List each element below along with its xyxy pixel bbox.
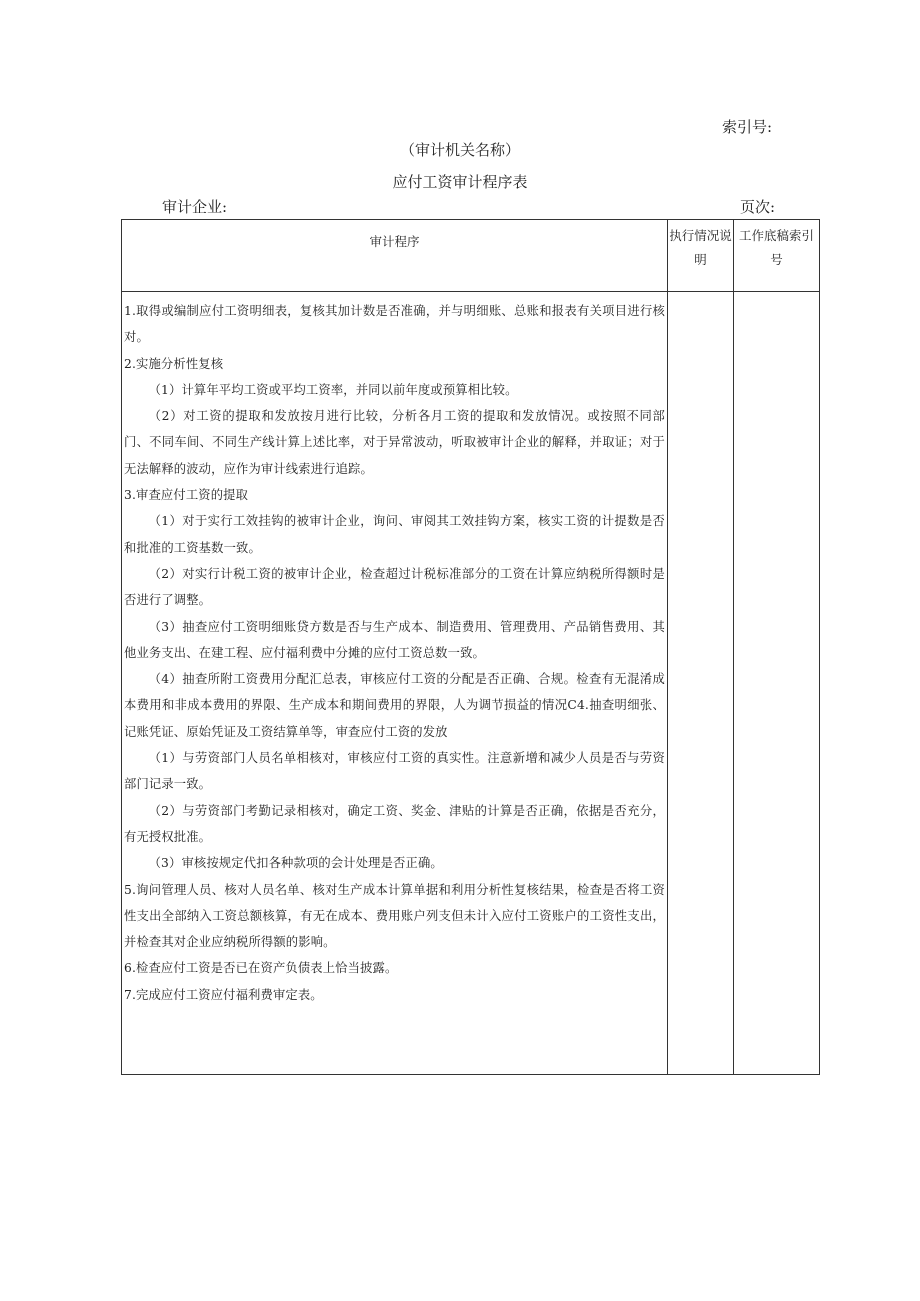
document-title: 应付工资审计程序表 xyxy=(392,173,528,191)
procedure-step: （1）对于实行工效挂钩的被审计企业，询问、审阅其工效挂钩方案，核实工资的计提数是否和批准的工资基数一致。 xyxy=(124,514,665,555)
execution-cell xyxy=(668,292,734,1075)
audit-org-name: （审计机关名称） xyxy=(399,141,520,159)
header-workpaper-index: 工作底稿索引号 xyxy=(734,220,820,292)
procedure-step: （2）对实行计税工资的被审计企业，检查超过计税标准部分的工资在计算应纳税所得额时是否进行了调整。 xyxy=(124,566,665,608)
procedure-step: 6.检查应付工资是否已在资产负债表上恰当披露。 xyxy=(124,961,398,976)
page-number-label: 页次: xyxy=(740,198,776,216)
procedure-step: 7.完成应付工资应付福利费审定表。 xyxy=(124,987,323,1002)
index-number-label: 索引号: xyxy=(722,118,773,136)
procedure-step: 3.审查应付工资的提取 xyxy=(124,488,249,503)
procedure-step: （3）审核按规定代扣各种款项的会计处理是否正确。 xyxy=(148,856,443,871)
procedure-cell xyxy=(122,292,668,1075)
audit-procedure-table xyxy=(121,219,820,1075)
procedure-step: 2.实施分析性复核 xyxy=(124,356,224,371)
procedure-step: （2）与劳资部门考勤记录相核对，确定工资、奖金、津贴的计算是否正确，依据是否充分，有无授权批准。 xyxy=(124,803,665,844)
audited-company-label: 审计企业: xyxy=(162,198,228,216)
procedure-step: （4）抽查所附工资费用分配汇总表，审核应付工资的分配是否正确、合规。检查有无混淆成本费用和非成本费用的界限、生产成本和期间费用的界限，人为调节损益的情况C4.抽查明细张、记账凭证、原始凭证及工资结算单等，审查应付工资的发放 xyxy=(124,672,665,739)
procedure-step: （1）计算年平均工资或平均工资率，并同以前年度或预算相比较。 xyxy=(148,382,518,397)
procedure-step: 5.询问管理人员、核对人员名单、核对生产成本计算单据和利用分析性复核结果，检查是否将工资性支出全部纳入工资总额核算，有无在成本、费用账户列支但未计入应付工资账户的工资性支出，并检查其对企业应纳税所得额的影响。 xyxy=(124,882,665,950)
procedure-step: （1）与劳资部门人员名单相核对，审核应付工资的真实性。注意新增和减少人员是否与劳资部门记录一致。 xyxy=(124,751,665,792)
header-execution: 执行情况说明 xyxy=(668,220,734,292)
table-body-row xyxy=(122,292,820,1075)
procedure-step: （3）抽查应付工资明细账贷方数是否与生产成本、制造费用、管理费用、产品销售费用、其他业务支出、在建工程、应付福利费中分摊的应付工资总数一致。 xyxy=(124,619,665,660)
table-header-row xyxy=(122,220,820,292)
procedure-step: （2）对工资的提取和发放按月进行比较，分析各月工资的提取和发放情况。或按照不同部门、不同车间、不同生产线计算上述比率，对于异常波动，听取被审计企业的解释，并取证；对于无法解释的波动，应作为审计线索进行追踪。 xyxy=(124,409,665,476)
procedure-step: 1.取得或编制应付工资明细表，复核其加计数是否准确，并与明细账、总账和报表有关项目进行核对。 xyxy=(124,304,665,345)
workpaper-index-cell xyxy=(734,292,820,1075)
header-procedure: 审计程序 xyxy=(122,220,668,292)
